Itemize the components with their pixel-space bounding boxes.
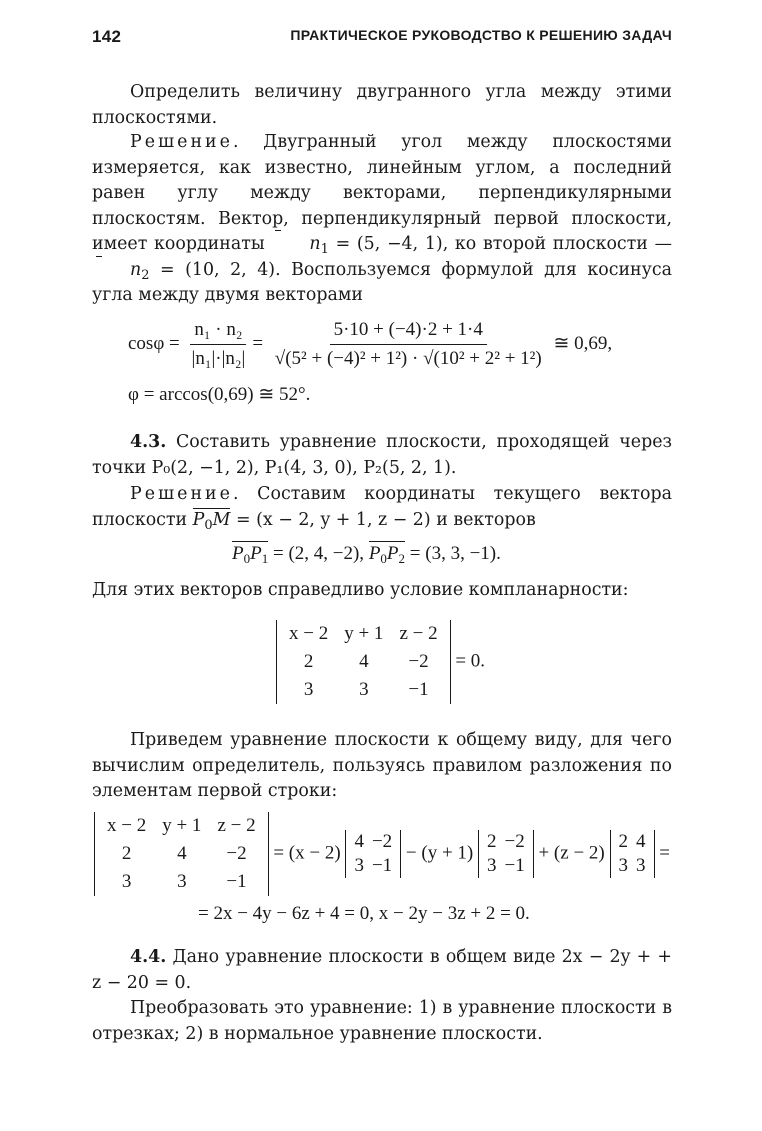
expansion-term-4: = <box>659 842 670 864</box>
matrix-cell: 2 <box>487 831 497 852</box>
determinant-expansion <box>94 812 670 896</box>
matrix-cell: −1 <box>371 855 393 876</box>
matrix-cell: −2 <box>371 831 393 852</box>
matrix-row <box>350 854 396 878</box>
cosine-formula: cosφ = $\frac{\text{n₁ · n₂}}{\text{|n₁|·|n₂|}}$ = $\frac{5\cdot 10 + (-4)\cdot 2 + 1\cdot 4}{\text{√(5² + (−4)² + 1²) · √(10² + 2² + 1²)}}$ ≅ 0,69, <box>128 319 613 369</box>
current-vector-coords: (x − 2, y + 1, z − 2) <box>256 509 431 530</box>
solution-label: Решение <box>130 132 233 152</box>
normal-vector-2-coords: (10, 2, 4) <box>185 259 276 280</box>
expansion-term-2: − (y + 1) <box>405 842 474 864</box>
matrix-row <box>615 830 650 854</box>
matrix-cell: 3 <box>303 679 314 700</box>
cos-result: ≅ 0,69, <box>553 332 613 354</box>
problem-4-4-text: Дано уравнение плоскости в общем виде 2x − 2y + + z − 20 = 0. <box>92 947 672 993</box>
determinant-rhs: = 0. <box>455 650 486 672</box>
phi-formula: φ = arccos(0,69) ≅ 52°. <box>128 384 311 405</box>
cos-lhs: cosφ = <box>128 332 180 354</box>
matrix-cell: x − 2 <box>107 815 147 836</box>
vector-p0p1: (2, 4, −2), <box>288 543 365 564</box>
task-text: Определить величину двугранного угла между этими плоскостями. <box>92 82 672 128</box>
normal-vector-1: n <box>271 232 320 258</box>
matrix-row <box>350 830 396 854</box>
matrix-cell: −1 <box>226 871 247 892</box>
solution-text-a: . Двугранный угол между плоскостями измеряется, как известно, линейным углом, а последний равен углу между векторами, перпендикулярными плоскостям. Вектор, перпендикулярный первой плоскости, имеет координаты <box>92 132 672 254</box>
running-title: ПРАКТИЧЕСКОЕ РУКОВОДСТВО К РЕШЕНИЮ ЗАДАЧ <box>290 27 672 43</box>
problem-4-4 <box>92 945 672 996</box>
normal-vector-1-coords: (5, −4, 1) <box>356 234 443 254</box>
cos-fraction-vectors: $\frac{\text{n₁ · n₂}}{\text{|n₁|·|n₂|}}$ <box>191 319 246 369</box>
coplanarity-determinant <box>276 620 485 704</box>
normal-vector-2: n <box>92 258 141 284</box>
matrix-row <box>99 840 264 868</box>
solution-text-c: . Воспользуемся формулой для косинуса угла между двумя векторами <box>92 259 672 305</box>
matrix-row <box>483 854 529 878</box>
matrix-cell: 2 <box>303 651 314 672</box>
page-number: 142 <box>92 27 122 46</box>
matrix-cell: 3 <box>359 679 369 700</box>
matrix-cell: 3 <box>636 855 646 876</box>
matrix-row <box>281 648 446 676</box>
matrix-cell: y + 1 <box>162 815 202 836</box>
matrix-row <box>99 868 264 896</box>
minor-2 <box>483 830 529 878</box>
matrix-cell: −2 <box>226 843 247 864</box>
matrix-cell: 4 <box>636 831 646 852</box>
solution2-text-b: и векторов <box>430 509 536 530</box>
matrix-row <box>281 676 446 704</box>
transform-text: Преобразовать это уравнение: 1) в уравнение плоскости в отрезках; 2) в нормальное уравнение плоскости. <box>92 998 672 1044</box>
solution-label-2: Решение <box>130 484 233 504</box>
solution-paragraph-2: Решение. Составим координаты текущего вектора плоскости $P_0M = (x - 2$, y + 1, z − 2) и векторов <box>92 484 672 533</box>
matrix-cell: z − 2 <box>217 815 256 836</box>
matrix-cell: y + 1 <box>344 623 384 644</box>
solution2-text-a: . Составим координаты текущего вектора плоскости <box>92 484 672 530</box>
matrix-row <box>483 830 529 854</box>
matrix-cell: 2 <box>618 831 628 852</box>
matrix-cell: −2 <box>408 651 429 672</box>
solution-paragraph-1: Решение. Двугранный угол между плоскостями измеряется, как известно, линейным углом, а последний равен углу между векторами, перпендикулярными плоскостям. Вектор, перпендикулярный первой плоскости, имеет координаты $n_1 = (5$, −4, 1), ко второй плоскости — $n_2 = (10$, 2, 4). Воспользуемся формулой для косинуса угла между двумя векторами <box>92 132 672 305</box>
matrix-cell: 4 <box>354 831 364 852</box>
matrix-cell: 3 <box>618 855 628 876</box>
minor-1 <box>350 830 396 878</box>
problem-4-3-text: Составить уравнение плоскости, проходящей через точки P₀(2, −1, 2), P₁(4, 3, 0), P₂(5, 2, 1). <box>92 432 672 478</box>
matrix-cell: 4 <box>177 843 187 864</box>
matrix-cell: x − 2 <box>289 623 329 644</box>
solution-text-b: , ко второй плоскости — <box>442 234 672 254</box>
cos-fraction-numeric: $\frac{5\cdot 10 + (-4)\cdot 2 + 1\cdot 4}{\text{√(5² + (−4)² + 1²) · √(10² + 2² + 1²)}}$ <box>274 319 542 369</box>
matrix-cell: −1 <box>408 679 429 700</box>
matrix-cell: 4 <box>359 651 369 672</box>
expansion-term-1: = (x − 2) <box>273 842 341 864</box>
expansion-term-3: + (z − 2) <box>538 842 605 864</box>
matrix-cell: 3 <box>177 871 187 892</box>
matrix-cell: 3 <box>354 855 364 876</box>
expansion-text: Приведем уравнение плоскости к общему виду, для чего вычислим определитель, пользуясь правилом разложения по элементам первой строки: <box>92 730 672 801</box>
matrix-row <box>615 854 650 878</box>
matrix-cell: 2 <box>121 843 132 864</box>
problem-4-3 <box>92 430 672 481</box>
problem-4-4-number: 4.4. <box>130 947 167 967</box>
coplanarity-text: Для этих векторов справедливо условие компланарности: <box>92 580 629 600</box>
matrix-row <box>99 812 264 840</box>
matrix-cell: z − 2 <box>399 623 438 644</box>
matrix-row <box>281 620 446 648</box>
matrix-cell: −1 <box>504 855 525 876</box>
determinant-3x3 <box>281 620 446 704</box>
matrix-cell: −2 <box>504 831 525 852</box>
determinant-3x3-repeat <box>99 812 264 896</box>
plane-equation-result: = 2x − 4y − 6z + 4 = 0, x − 2y − 3z + 2 = 0. <box>198 903 530 924</box>
problem-4-3-number: 4.3. <box>130 432 167 452</box>
matrix-cell: 3 <box>121 871 132 892</box>
minor-3 <box>615 830 650 878</box>
matrix-cell: 3 <box>487 855 497 876</box>
vectors-formula: $P_0P_1 = (2$, 4, −2), $P_0P_2 = (3$, 3, −1). <box>232 543 501 566</box>
vector-p0p2: (3, 3, −1). <box>425 543 501 564</box>
